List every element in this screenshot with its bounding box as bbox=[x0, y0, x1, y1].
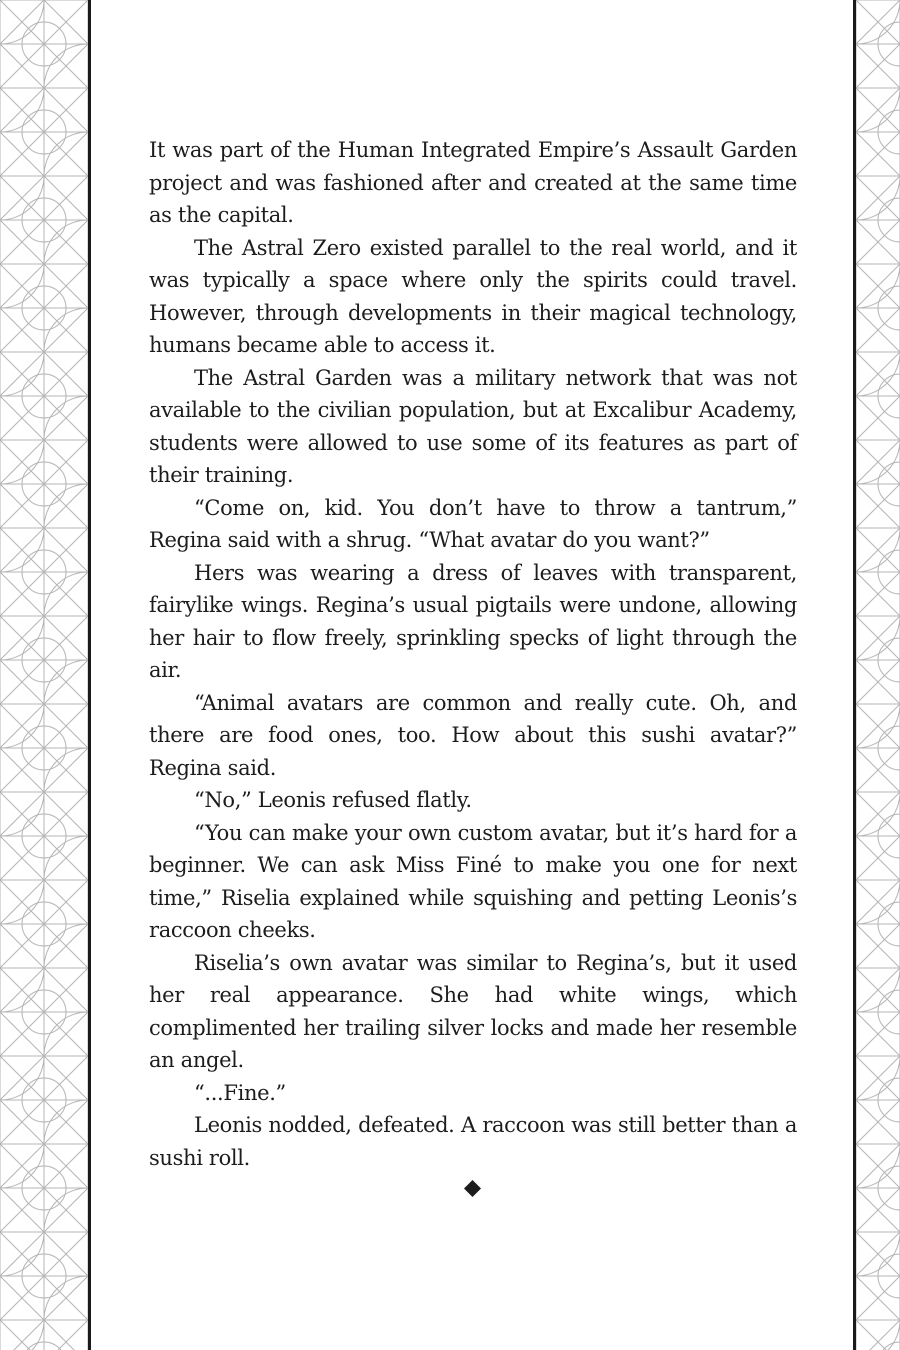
paragraph: “Come on, kid. You don’t have to throw a tantrum,” Regina said with a shrug. “What avatar do you want?” bbox=[149, 495, 797, 552]
body-text bbox=[149, 134, 797, 1174]
paragraph: The Astral Zero existed parallel to the real world, and it was typically a space where only the spirits could travel. However, through developments in their magical technology, humans became able to access it. bbox=[149, 235, 797, 357]
paragraph: Hers was wearing a dress of leaves with transparent, fairylike wings. Regina’s usual pigtails were undone, allowing her hair to flow freely, sprinkling specks of light through the air. bbox=[149, 560, 797, 682]
frame-line-left bbox=[88, 0, 91, 1350]
frame-line-right bbox=[853, 0, 856, 1350]
geometric-pattern-icon bbox=[0, 0, 88, 1350]
decorative-border-left bbox=[0, 0, 88, 1350]
paragraph: Leonis nodded, defeated. A raccoon was still better than a sushi roll. bbox=[149, 1113, 797, 1170]
decorative-border-right bbox=[856, 0, 900, 1350]
paragraph: “You can make your own custom avatar, but it’s hard for a beginner. We can ask Miss Finé to make you one for next time,” Riselia explained while squishing and petting Leonis’s raccoon cheeks. bbox=[149, 820, 797, 942]
diamond-ornament-icon bbox=[464, 1180, 481, 1197]
paragraph: “No,” Leonis refused flatly. bbox=[194, 788, 472, 812]
paragraph: The Astral Garden was a military network that was not available to the civilian population, but at Excalibur Academy, students were allowed to use some of its features as part of their training. bbox=[149, 365, 797, 487]
paragraph: Riselia’s own avatar was similar to Regina’s, but it used her real appearance. She had white wings, which complimented her trailing silver locks and made her resemble an angel. bbox=[149, 950, 797, 1072]
geometric-pattern-icon bbox=[856, 0, 900, 1350]
paragraph: “Animal avatars are common and really cute. Oh, and there are food ones, too. How about this sushi avatar?” Regina said. bbox=[149, 690, 797, 780]
section-break bbox=[464, 1180, 481, 1197]
paragraph: “...Fine.” bbox=[194, 1080, 286, 1105]
paragraph: It was part of the Human Integrated Empire’s Assault Garden project and was fashioned after and created at the same time as the capital. bbox=[149, 138, 797, 227]
